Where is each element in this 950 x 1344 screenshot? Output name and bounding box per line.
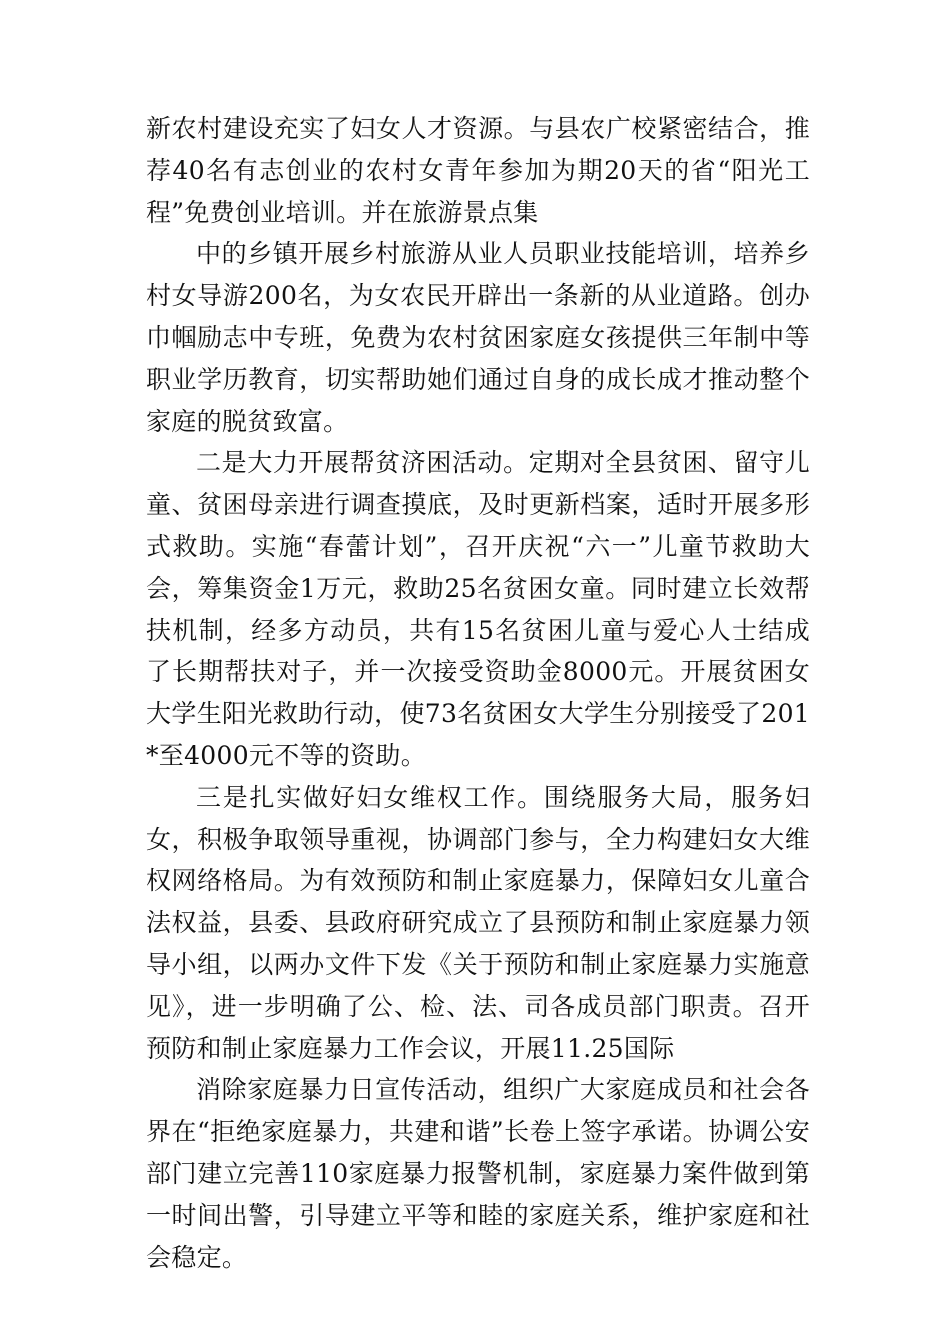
paragraph-1: 新农村建设充实了妇女人才资源。与县农广校紧密结合，推荐40名有志创业的农村女青年参加为期20天的省“阳光工程”免费创业培训。并在旅游景点集 [146,114,810,227]
paragraph-3: 二是大力开展帮贫济困活动。定期对全县贫困、留守儿童、贫困母亲进行调查摸底，及时更新档案，适时开展多形式救助。实施“春蕾计划”，召开庆祝“六一”儿童节救助大会，筹集资金1万元，救助25名贫困女童。同时建立长效帮扶机制，经多方动员，共有15名贫困儿童与爱心人士结成了长期帮扶对子，并一次接受资助金8000元。开展贫困女大学生阳光救助行动，使73名贫困女大学生分别接受了201*至4000元不等的资助。 [146,448,810,770]
document-page [146,108,810,1278]
paragraph-4: 三是扎实做好妇女维权工作。围绕服务大局，服务妇女，积极争取领导重视，协调部门参与，全力构建妇女大维权网络格局。为有效预防和制止家庭暴力，保障妇女儿童合法权益，县委、县政府研究成立了县预防和制止家庭暴力领导小组，以两办文件下发《关于预防和制止家庭暴力实施意见》，进一步明确了公、检、法、司各成员部门职责。召开预防和制止家庭暴力工作会议，开展11.25国际 [146,782,810,1063]
paragraph-5: 消除家庭暴力日宣传活动，组织广大家庭成员和社会各界在“拒绝家庭暴力，共建和谐”长卷上签字承诺。协调公安部门建立完善110家庭暴力报警机制，家庭暴力案件做到第一时间出警，引导建立平等和睦的家庭关系，维护家庭和社会稳定。 [146,1075,810,1272]
paragraph-2: 中的乡镇开展乡村旅游从业人员职业技能培训，培养乡村女导游200名，为女农民开辟出一条新的从业道路。创办巾帼励志中专班，免费为农村贫困家庭女孩提供三年制中等职业学历教育，切实帮助她们通过自身的成长成才推动整个家庭的脱贫致富。 [146,239,810,436]
